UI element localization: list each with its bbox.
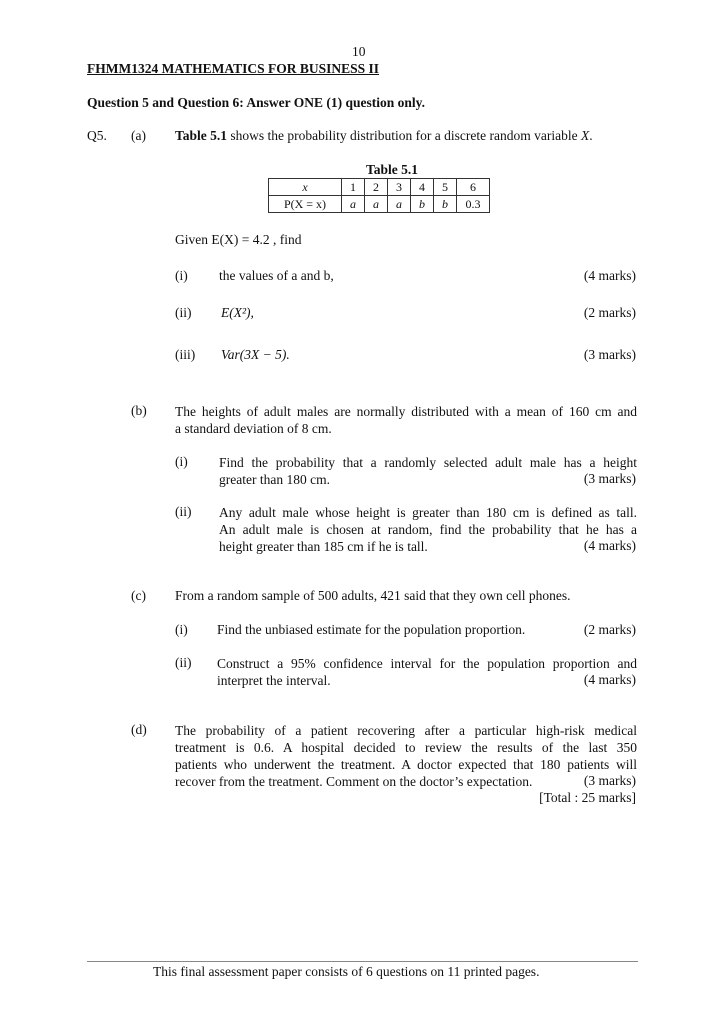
part-c-text: From a random sample of 500 adults, 421 said that they own cell phones. [175,588,571,603]
question-label: Q5. [87,128,107,143]
table-header-p: P(X = x) [269,196,342,213]
table-row-p [269,196,490,213]
text-line: treatment is 0.6. A hospital decided to review the results of the last 350 [175,740,637,755]
subpart-text: the values of a and b, [219,268,334,283]
subpart-text [217,655,637,689]
text-line: greater than 180 cm. [219,472,330,487]
footer-divider [87,961,638,962]
subpart-text [219,454,637,488]
text-line: The heights of adult males are normally distributed with a mean of 160 cm and [175,404,637,419]
table-cell: a [365,196,388,213]
subpart-text [219,504,637,555]
subpart-marks: (4 marks) [583,672,636,687]
page-number: 10 [352,44,366,59]
table-row-x [269,179,490,196]
subpart-marks: (3 marks) [583,471,636,486]
part-d-text [175,722,637,790]
intro-variable: X [580,128,590,143]
subpart-marks: (3 marks) [583,347,636,362]
part-b-label: (b) [131,403,147,418]
table-cell: 2 [365,179,388,196]
text-line: Find the probability that a randomly selected adult male has a height [219,455,637,470]
table-cell: 0.3 [457,196,490,213]
subpart-text: Find the unbiased estimate for the population proportion. [217,622,526,637]
table-cell: 6 [457,179,490,196]
total-marks: [Total : 25 marks] [539,790,636,805]
table-cell: 1 [342,179,365,196]
table-reference: Table 5.1 [175,128,228,143]
subpart-text: E(X²), [221,305,254,320]
table-cell: a [388,196,411,213]
text-line: height greater than 185 cm if he is tall. [219,539,428,554]
subpart-label: (i) [175,268,188,283]
text-line: The probability of a patient recovering after a particular high-risk medical [175,723,637,738]
text-line: patients who underwent the treatment. A doctor expected that 180 patients will [175,757,637,772]
part-d-label: (d) [131,722,147,737]
footer-text: This final assessment paper consists of 6 questions on 11 printed pages. [153,964,540,979]
subpart-marks: (2 marks) [583,622,636,637]
intro-end: . [589,128,593,143]
text-line: An adult male is chosen at random, find the probability that he has a [219,522,637,537]
part-b-text [175,403,637,437]
table-cell: b [411,196,434,213]
distribution-table [268,178,490,213]
table-header-x: x [269,179,342,196]
table-cell: b [434,196,457,213]
part-c-label: (c) [131,588,146,603]
text-line: recover from the treatment. Comment on the doctor’s expectation. [175,774,533,789]
table-cell: 3 [388,179,411,196]
part-a-label: (a) [131,128,146,143]
subpart-label: (ii) [175,305,192,320]
subpart-label: (ii) [175,655,192,670]
subpart-marks: (4 marks) [583,268,636,283]
given-text: Given E(X) = 4.2 , find [175,232,302,247]
table-title: Table 5.1 [366,162,419,177]
text-line: interpret the interval. [217,673,331,688]
subpart-marks: (4 marks) [583,538,636,553]
subpart-marks: (3 marks) [583,773,636,788]
part-a-intro [175,128,593,144]
subpart-label: (i) [175,454,188,469]
text-line: Construct a 95% confidence interval for the population proportion and [217,656,637,671]
table-cell: a [342,196,365,213]
subpart-label: (i) [175,622,188,637]
table-cell: 5 [434,179,457,196]
subpart-text: Var(3X − 5). [221,347,290,362]
subpart-label: (ii) [175,504,192,519]
subpart-marks: (2 marks) [583,305,636,320]
intro-text: shows the probability distribution for a discrete random variable [227,128,581,143]
course-title: FHMM1324 MATHEMATICS FOR BUSINESS II [87,61,380,76]
text-line: Any adult male whose height is greater than 180 cm is defined as tall. [219,505,637,520]
table-cell: 4 [411,179,434,196]
text-line: a standard deviation of 8 cm. [175,421,332,436]
subpart-label: (iii) [175,347,196,362]
instruction: Question 5 and Question 6: Answer ONE (1) question only. [87,95,426,110]
